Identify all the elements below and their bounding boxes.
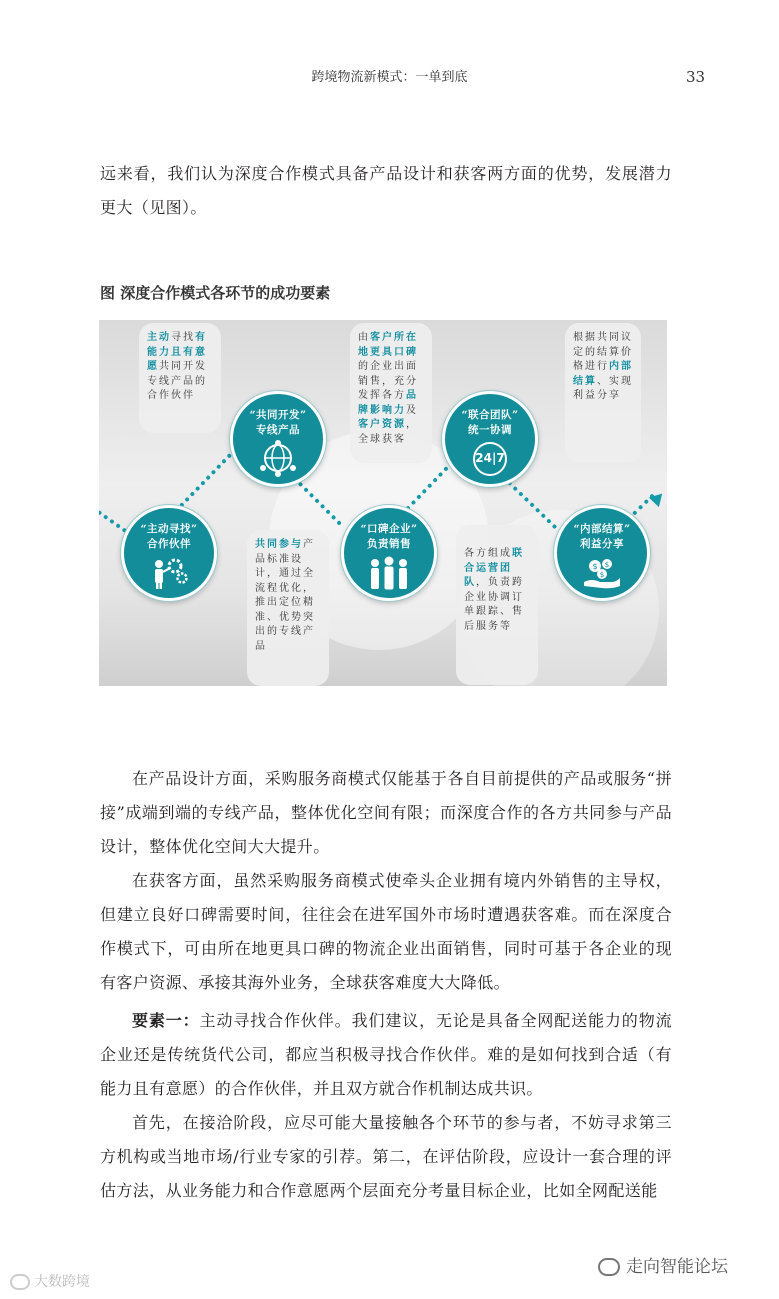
step-circle-internal-settlement xyxy=(554,505,650,601)
running-header: 跨境物流新模式：一单到底 xyxy=(311,70,468,85)
wechat-icon xyxy=(598,1258,620,1276)
step-label-line2: 统一协调 xyxy=(468,424,512,436)
watermark: 大数跨境 xyxy=(10,1271,90,1291)
step-label-line2: 合作伙伴 xyxy=(147,538,191,550)
svg-text:$: $ xyxy=(604,561,610,569)
brand-label: 走向智能论坛 xyxy=(598,1252,728,1277)
step-label-line2: 利益分享 xyxy=(580,538,624,550)
paragraph-factor-one xyxy=(100,1004,672,1106)
factor-one-label: 要素一： xyxy=(132,1011,200,1030)
money-hand-icon xyxy=(582,556,622,590)
connector-line xyxy=(179,447,237,507)
globe-network-icon xyxy=(258,440,298,478)
step-circle-joint-development xyxy=(230,391,326,487)
step-label-line2: 专线产品 xyxy=(256,424,300,436)
step-label-line1: “内部结算” xyxy=(573,523,631,535)
success-factors-figure xyxy=(99,320,667,686)
svg-text:$: $ xyxy=(592,562,598,571)
card-internal-settlement: 根据共同议定的结算价格进行内部结算、实现利益分享 xyxy=(565,323,641,463)
card-reputation-sales: 由客户所在地更具口碑的企业出面销售，充分发挥各方品牌影响力及客户资源，全球获客 xyxy=(350,323,432,463)
card-joint-team: 各方组成联合运营团队，负责跨企业协调订单跟踪、售后服务等 xyxy=(456,525,538,685)
step-label-line1: “主动寻找” xyxy=(140,523,198,535)
intro-paragraph: 远来看，我们认为深度合作模式具备产品设计和获客两方面的优势，发展潜力更大（见图）。 xyxy=(100,164,672,217)
step-label-line2: 负责销售 xyxy=(367,538,411,550)
step-circle-reputation-sales xyxy=(341,505,437,601)
factor-one-text: 主动寻找合作伙伴。我们建议，无论是具备全网配送能力的物流企业还是传统货代公司，都应当积极寻找合作伙伴。难的是如何找到合适（有能力且有意愿）的合作伙伴，并且双方就合作机制达成共识。 xyxy=(100,1011,672,1098)
figure-caption: 图 深度合作模式各环节的成功要素 xyxy=(100,284,331,302)
paragraph-customer-acquisition: 在获客方面，虽然采购服务商模式使牵头企业拥有境内外销售的主导权，但建立良好口碑需要时间，往往会在进军国外市场时遭遇获客难。而在深度合作模式下，可由所在地更具口碑的物流企业出面销售，同时可基于各企业的现有客户资源、承接其海外业务，全球获客难度大大降低。 xyxy=(100,871,672,992)
clock-24-7-icon: 24|7 xyxy=(473,442,507,476)
business-people-icon xyxy=(367,556,411,590)
page-number: 33 xyxy=(686,68,706,86)
arrow-head-icon xyxy=(649,489,667,507)
card-joint-development: 共同参与产品标准设计，通过全流程优化，推出定位精准、优势突出的专线产品 xyxy=(247,530,329,686)
step-label-line1: “口碑企业” xyxy=(360,523,418,535)
step-circle-partner-search xyxy=(121,505,217,601)
team-gears-icon xyxy=(149,556,189,590)
step-label-line1: “联合团队” xyxy=(461,409,519,421)
svg-text:$: $ xyxy=(599,571,605,579)
watermark-logo-icon xyxy=(10,1274,30,1290)
step-circle-joint-team xyxy=(442,391,538,487)
paragraph-product-design: 在产品设计方面，采购服务商模式仅能基于各自目前提供的产品或服务“拼接”成端到端的专线产品，整体优化空间有限；而深度合作的各方共同参与产品设计，整体优化空间大大提升。 xyxy=(100,769,672,856)
card-partner-search: 主动寻找有能力且有意愿共同开发专线产品的合作伙伴 xyxy=(139,323,221,433)
step-label-line1: “共同开发” xyxy=(249,409,307,421)
paragraph-first-steps: 首先，在接洽阶段，应尽可能大量接触各个环节的参与者，不妨寻求第三方机构或当地市场/行业专家的引荐。第二，在评估阶段，应设计一套合理的评估方法，从业务能力和合作意愿两个层面充分考量目标企业，比如全网配送能 xyxy=(100,1113,672,1200)
